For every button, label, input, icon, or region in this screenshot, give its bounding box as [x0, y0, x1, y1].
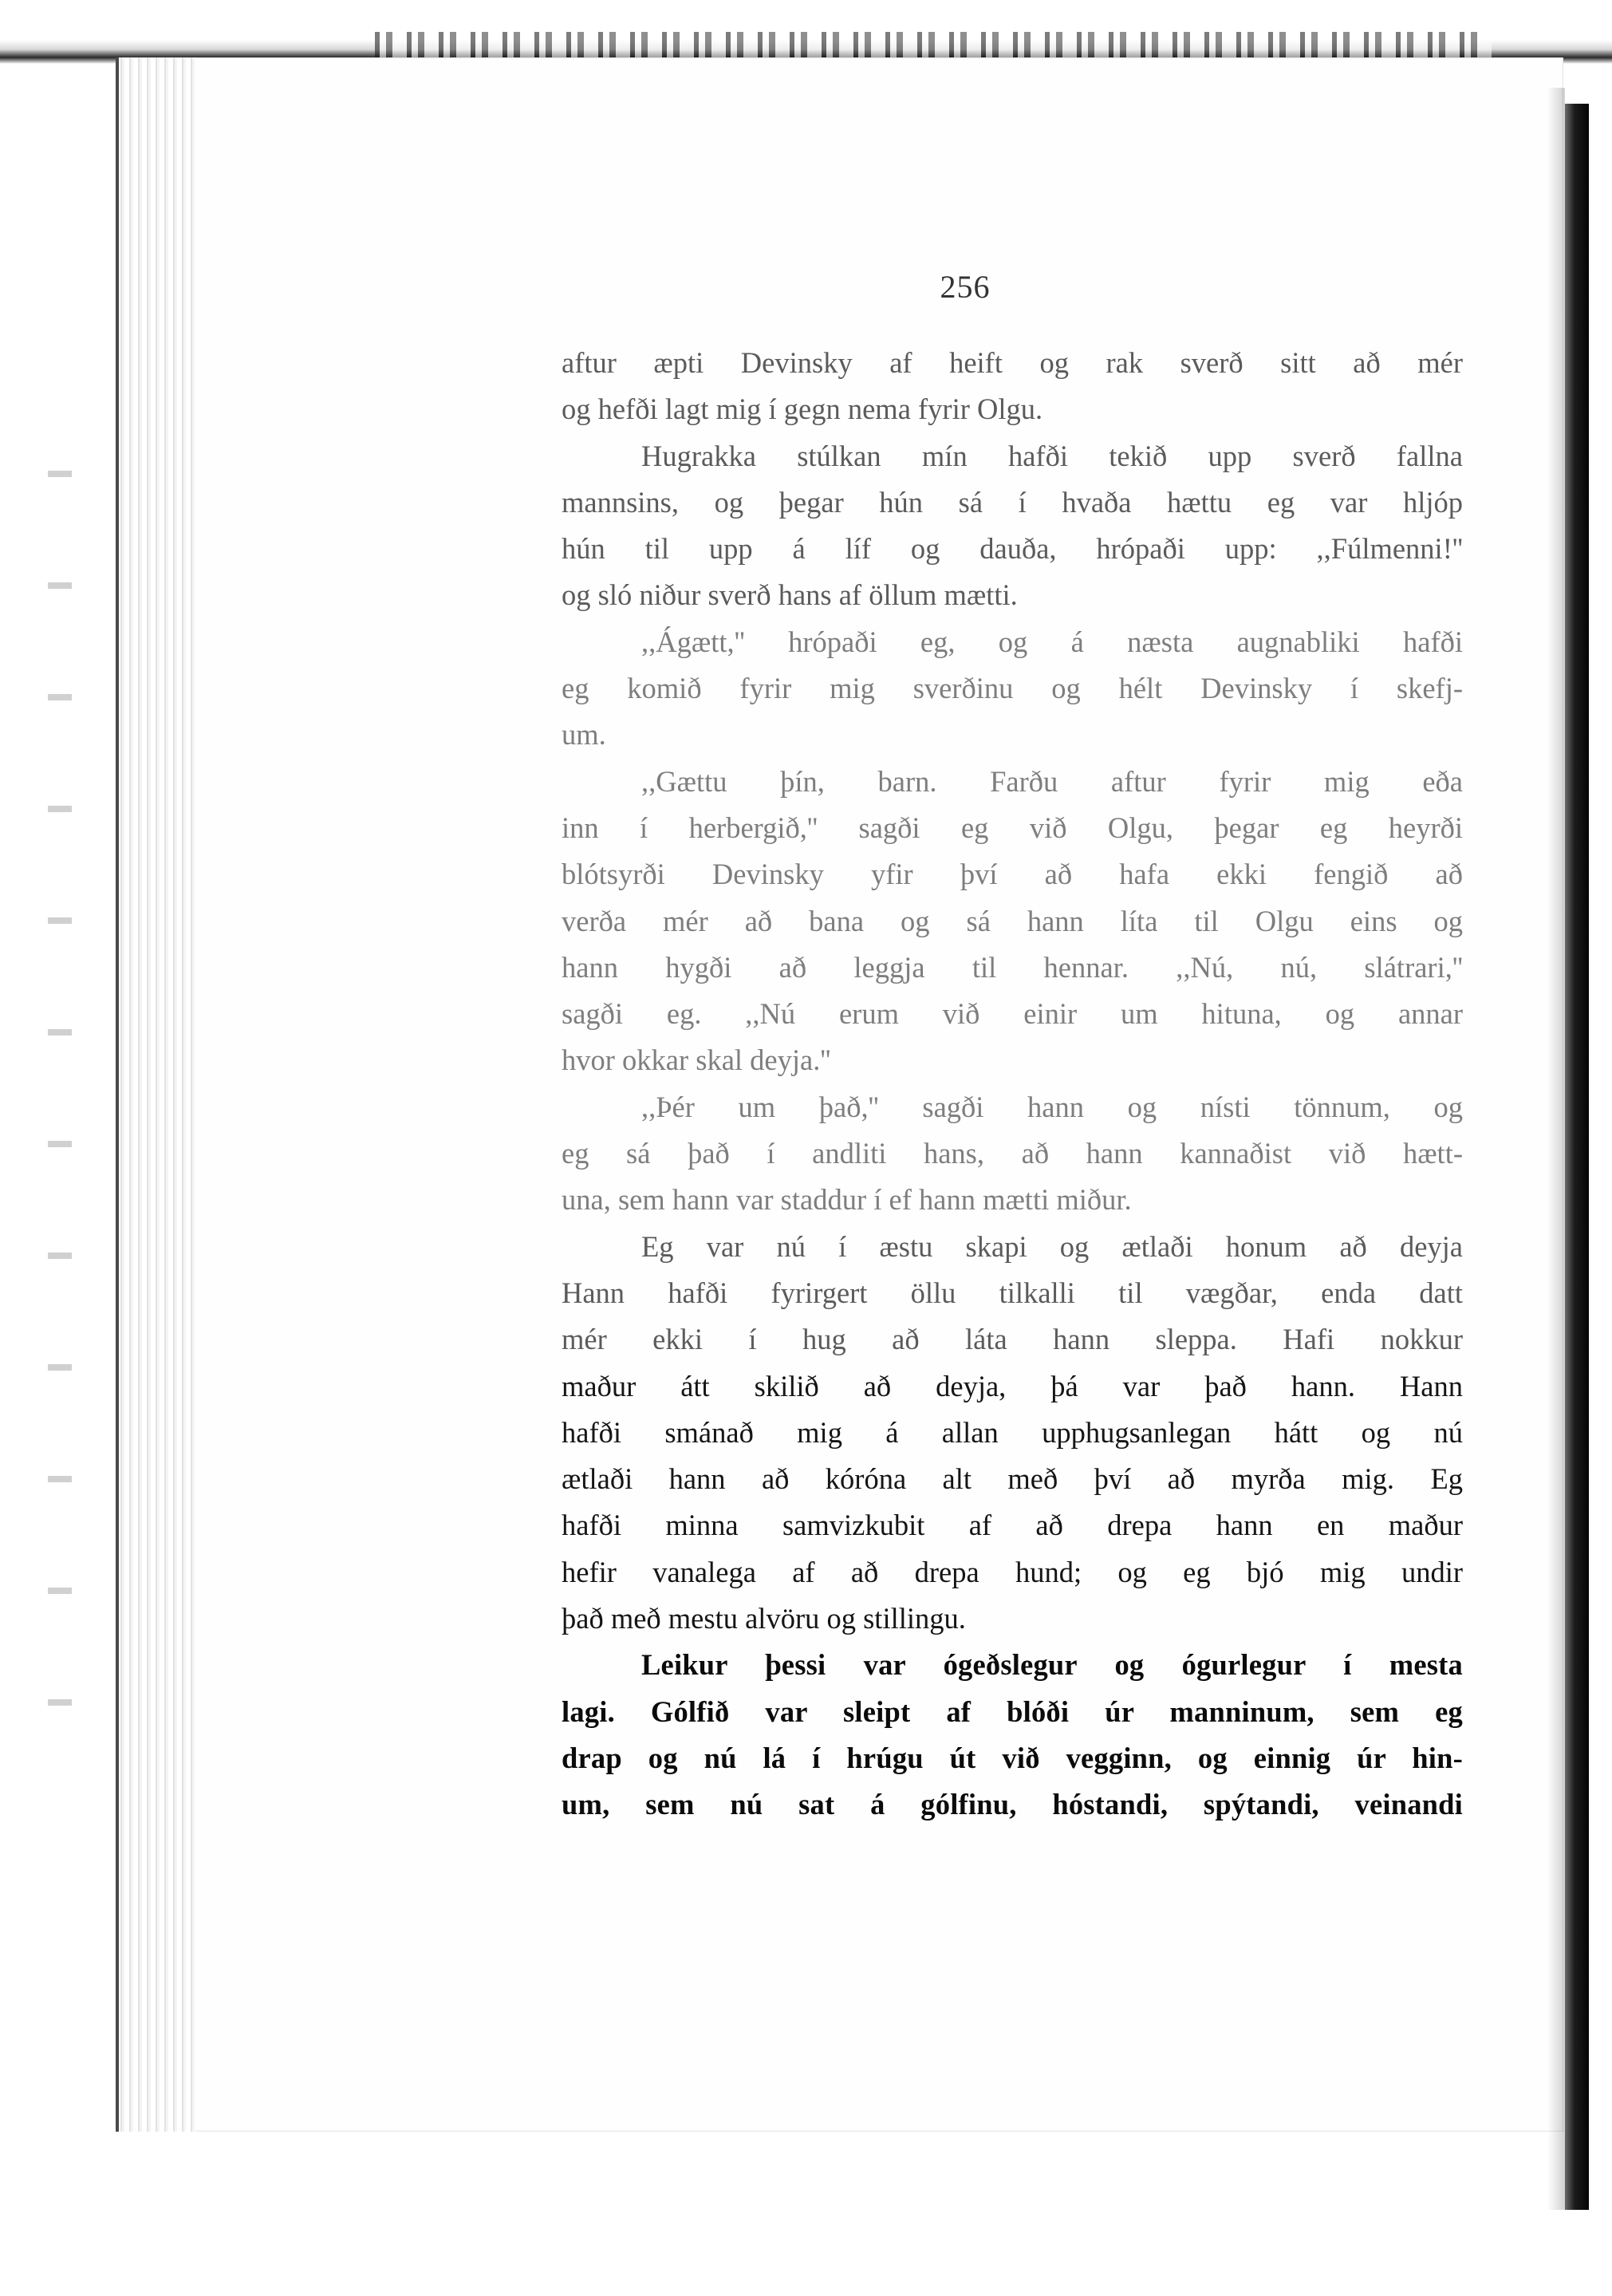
text-line: hafði minna samvizkubit af að drepa hann en maður	[562, 1509, 1463, 1542]
text-line: mér ekki í hug að láta hann sleppa. Hafi nokkur	[562, 1323, 1463, 1356]
text-line: hvor okkar skal deyja.''	[562, 1043, 831, 1077]
page-edges	[116, 57, 195, 2132]
text-line: sagði eg. ,,Nú erum við einir um hituna, og annar	[562, 997, 1463, 1031]
text-line: Leikur þessi var ógeðslegur og ógurlegur í mesta	[641, 1648, 1463, 1682]
text-line: Hann hafði fyrirgert öllu tilkalli til vægðar, enda datt	[562, 1276, 1463, 1309]
text-line: hefir vanalega af að drepa hund; og eg bjó mig undir	[562, 1555, 1463, 1588]
text-line: og sló niður sverð hans af öllum mætti.	[562, 578, 1018, 612]
text-line: Hugrakka stúlkan mín hafði tekið upp sverð fallna	[641, 439, 1463, 472]
text-line: lagi. Gólfið var sleipt af blóði úr manninum, sem eg	[562, 1694, 1463, 1728]
page-edge-line	[116, 57, 119, 2132]
text-line: eg komið fyrir mig sverðinu og hélt Devinsky í skefj-	[562, 672, 1463, 705]
text-line: aftur æpti Devinsky af heift og rak sverð sitt að mér	[562, 346, 1463, 379]
spine-shadow	[1547, 88, 1565, 2210]
text-line: ,,Þér um það,'' sagði hann og nísti tönnum, og	[641, 1090, 1463, 1123]
text-line: hafði smánað mig á allan upphugsanlegan hátt og nú	[562, 1415, 1463, 1449]
text-line: una, sem hann var staddur í ef hann mætti miður.	[562, 1183, 1132, 1217]
text-line: inn í herbergið,'' sagði eg við Olgu, þegar eg heyrði	[562, 811, 1463, 844]
text-line: um, sem nú sat á gólfinu, hóstandi, spýtandi, veinandi	[562, 1788, 1463, 1821]
text-line: ,,Ágætt,'' hrópaði eg, og á næsta augnabliki hafði	[641, 625, 1463, 658]
text-line: blótsyrði Devinsky yfir því að hafa ekki fengið að	[562, 858, 1463, 891]
page-number: 256	[940, 269, 991, 305]
text-line: eg sá það í andliti hans, að hann kannaðist við hætt-	[562, 1137, 1463, 1170]
text-line: drap og nú lá í hrúgu út við vegginn, og einnig úr hin-	[562, 1741, 1463, 1774]
text-line: ætlaði hann að kóróna alt með því að myrða mig. Eg	[562, 1462, 1463, 1496]
text-line: verða mér að bana og sá hann líta til Olgu eins og	[562, 904, 1463, 937]
text-line: Eg var nú í æstu skapi og ætlaði honum að deyja	[641, 1229, 1463, 1263]
book-spine	[1565, 104, 1589, 2210]
text-line: og hefði lagt mig í gegn nema fyrir Olgu.	[562, 393, 1043, 426]
text-line: það með mestu alvöru og stillingu.	[562, 1602, 966, 1635]
text-line: um.	[562, 718, 606, 752]
text-line: mannsins, og þegar hún sá í hvaða hættu eg var hljóp	[562, 485, 1463, 519]
scanner-left-noise	[48, 415, 72, 1771]
text-line: hún til upp á líf og dauða, hrópaði upp: ,,Fúlmenni!''	[562, 532, 1463, 566]
text-line: hann hygði að leggja til hennar. ,,Nú, nú, slátrari,''	[562, 950, 1463, 984]
body-text	[562, 340, 1463, 1829]
text-line: maður átt skilið að deyja, þá var það hann. Hann	[562, 1369, 1463, 1402]
text-line: ,,Gættu þín, barn. Farðu aftur fyrir mig eða	[641, 764, 1463, 798]
